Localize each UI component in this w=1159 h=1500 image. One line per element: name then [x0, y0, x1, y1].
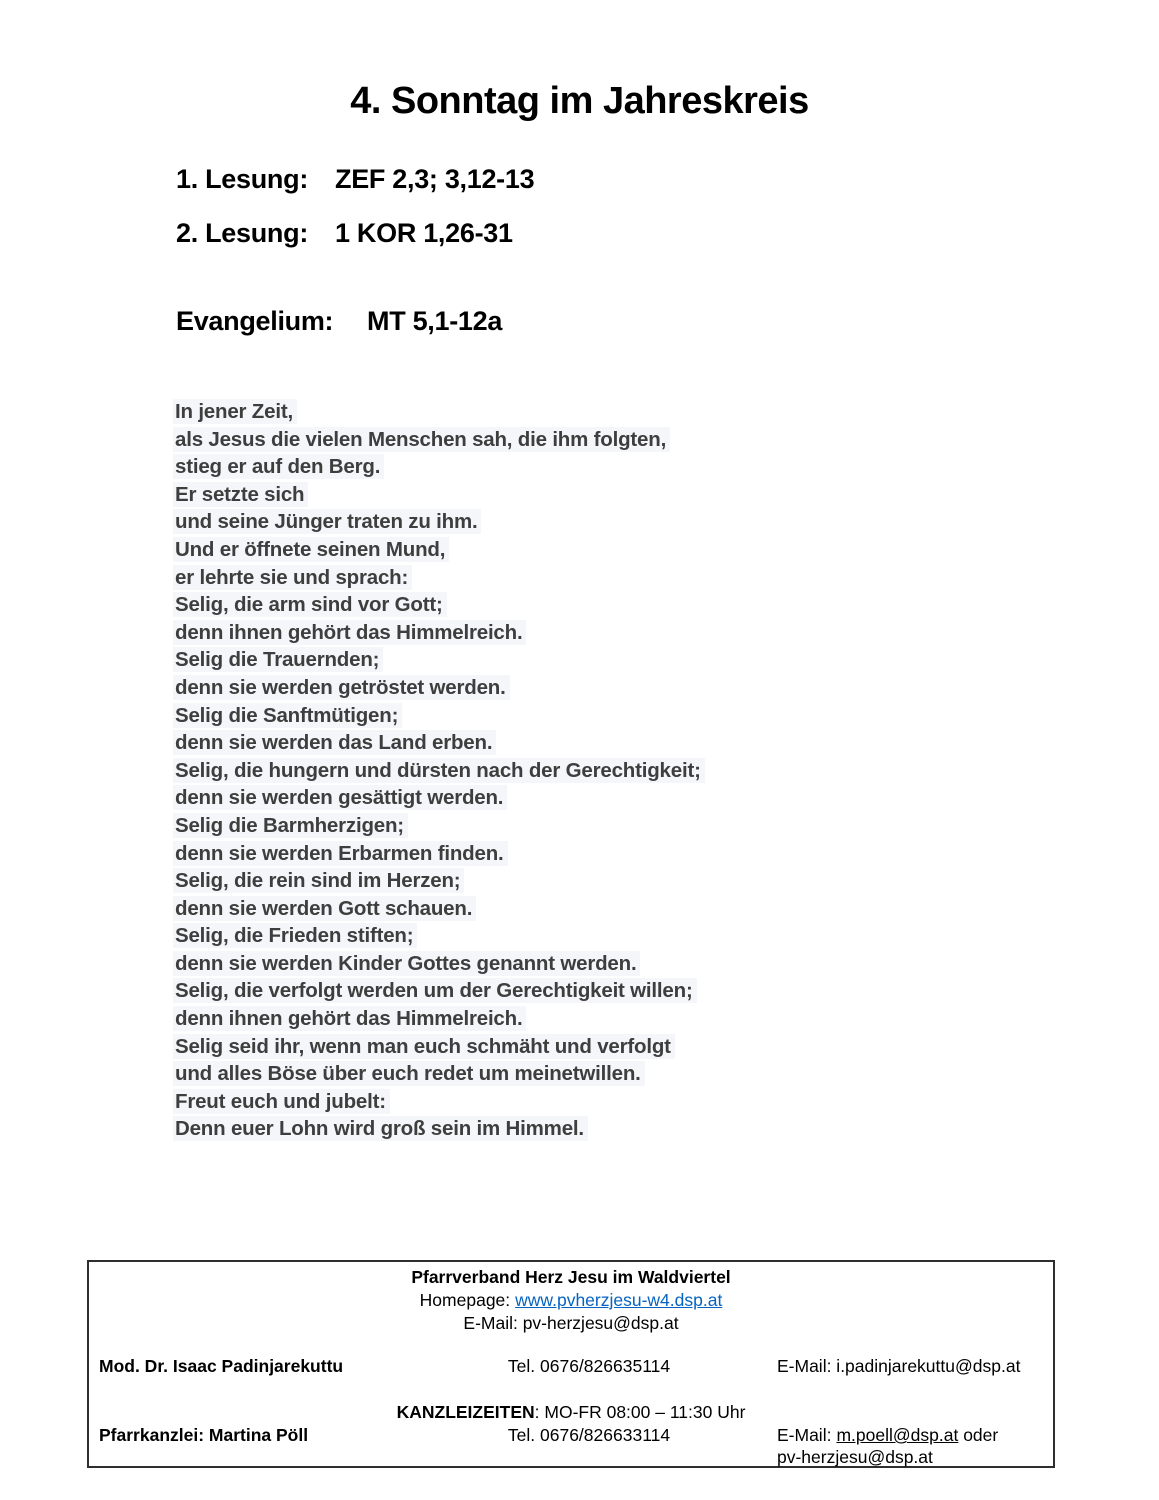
gospel-line: Selig, die verfolgt werden um der Gerechtigkeit willen; — [175, 977, 705, 1005]
office-email — [729, 1424, 1053, 1468]
gospel-line: und alles Böse über euch redet um meinetwillen. — [175, 1060, 705, 1088]
gospel-line: denn sie werden Kinder Gottes genannt werden. — [175, 950, 705, 978]
gospel-line: Selig die Sanftmütigen; — [175, 702, 705, 730]
gospel-line: Freut euch und jubelt: — [175, 1088, 705, 1116]
moderator-row — [89, 1355, 1053, 1377]
first-reading-value: ZEF 2,3; 3,12-13 — [335, 164, 535, 194]
gospel-line: als Jesus die vielen Menschen sah, die ihm folgten, — [175, 426, 705, 454]
homepage-link[interactable]: www.pvherzjesu-w4.dsp.at — [515, 1290, 723, 1310]
gospel-line: denn sie werden gesättigt werden. — [175, 784, 705, 812]
moderator-name: Mod. Dr. Isaac Padinjarekuttu — [99, 1356, 344, 1376]
office-email-suffix: oder — [963, 1425, 999, 1445]
gospel-line: Selig seid ihr, wenn man euch schmäht und verfolgt — [175, 1033, 705, 1061]
gospel-line: Selig, die rein sind im Herzen; — [175, 867, 705, 895]
gospel-line: Und er öffnete seinen Mund, — [175, 536, 705, 564]
gospel-reading-row — [176, 306, 502, 337]
gospel-line: denn sie werden das Land erben. — [175, 729, 705, 757]
homepage-label: Homepage: — [419, 1290, 511, 1310]
second-reading-row — [176, 218, 513, 249]
moderator-email: E-Mail: i.padinjarekuttu@dsp.at — [777, 1356, 1021, 1376]
parish-name: Pfarrverband Herz Jesu im Waldviertel — [411, 1267, 731, 1287]
gospel-line: denn sie werden getröstet werden. — [175, 674, 705, 702]
gospel-line: denn ihnen gehört das Himmelreich. — [175, 1005, 705, 1033]
office-row — [89, 1424, 1053, 1468]
gospel-line: Selig die Trauernden; — [175, 646, 705, 674]
office-email-line2: pv-herzjesu@dsp.at — [777, 1447, 933, 1467]
gospel-line: denn sie werden Erbarmen finden. — [175, 840, 705, 868]
homepage-line — [89, 1289, 1053, 1312]
page-title: 4. Sonntag im Jahreskreis — [350, 80, 809, 122]
gospel-line: er lehrte sie und sprach: — [175, 564, 705, 592]
first-reading-label: 1. Lesung: — [176, 164, 309, 194]
gospel-value: MT 5,1-12a — [367, 306, 503, 336]
office-email-link[interactable]: m.poell@dsp.at — [836, 1425, 959, 1445]
gospel-line: Er setzte sich — [175, 481, 705, 509]
parish-email-line: E-Mail: pv-herzjesu@dsp.at — [463, 1313, 679, 1333]
gospel-line: stieg er auf den Berg. — [175, 453, 705, 481]
office-phone: Tel. 0676/826633114 — [507, 1425, 671, 1445]
gospel-line: Selig, die arm sind vor Gott; — [175, 591, 705, 619]
gospel-line: und seine Jünger traten zu ihm. — [175, 508, 705, 536]
first-reading-row — [176, 164, 534, 195]
second-reading-label: 2. Lesung: — [176, 218, 309, 248]
office-email-prefix: E-Mail: — [777, 1425, 832, 1445]
gospel-label: Evangelium: — [176, 306, 334, 336]
office-hours-line — [89, 1401, 1053, 1424]
gospel-line: denn ihnen gehört das Himmelreich. — [175, 619, 705, 647]
parish-contact-box — [87, 1260, 1055, 1468]
moderator-phone: Tel. 0676/826635114 — [507, 1356, 671, 1376]
gospel-line: Selig die Barmherzigen; — [175, 812, 705, 840]
gospel-line: denn sie werden Gott schauen. — [175, 895, 705, 923]
office-hours-value: : MO-FR 08:00 – 11:30 Uhr — [534, 1402, 746, 1422]
office-hours-label: KANZLEIZEITEN — [396, 1402, 535, 1422]
gospel-line: Denn euer Lohn wird groß sein im Himmel. — [175, 1115, 705, 1143]
gospel-text-block — [175, 398, 705, 1143]
second-reading-value: 1 KOR 1,26-31 — [335, 218, 513, 248]
office-name: Pfarrkanzlei: Martina Pöll — [99, 1425, 309, 1445]
gospel-line: Selig, die hungern und dürsten nach der Gerechtigkeit; — [175, 757, 705, 785]
gospel-line: In jener Zeit, — [175, 398, 705, 426]
gospel-line: Selig, die Frieden stiften; — [175, 922, 705, 950]
